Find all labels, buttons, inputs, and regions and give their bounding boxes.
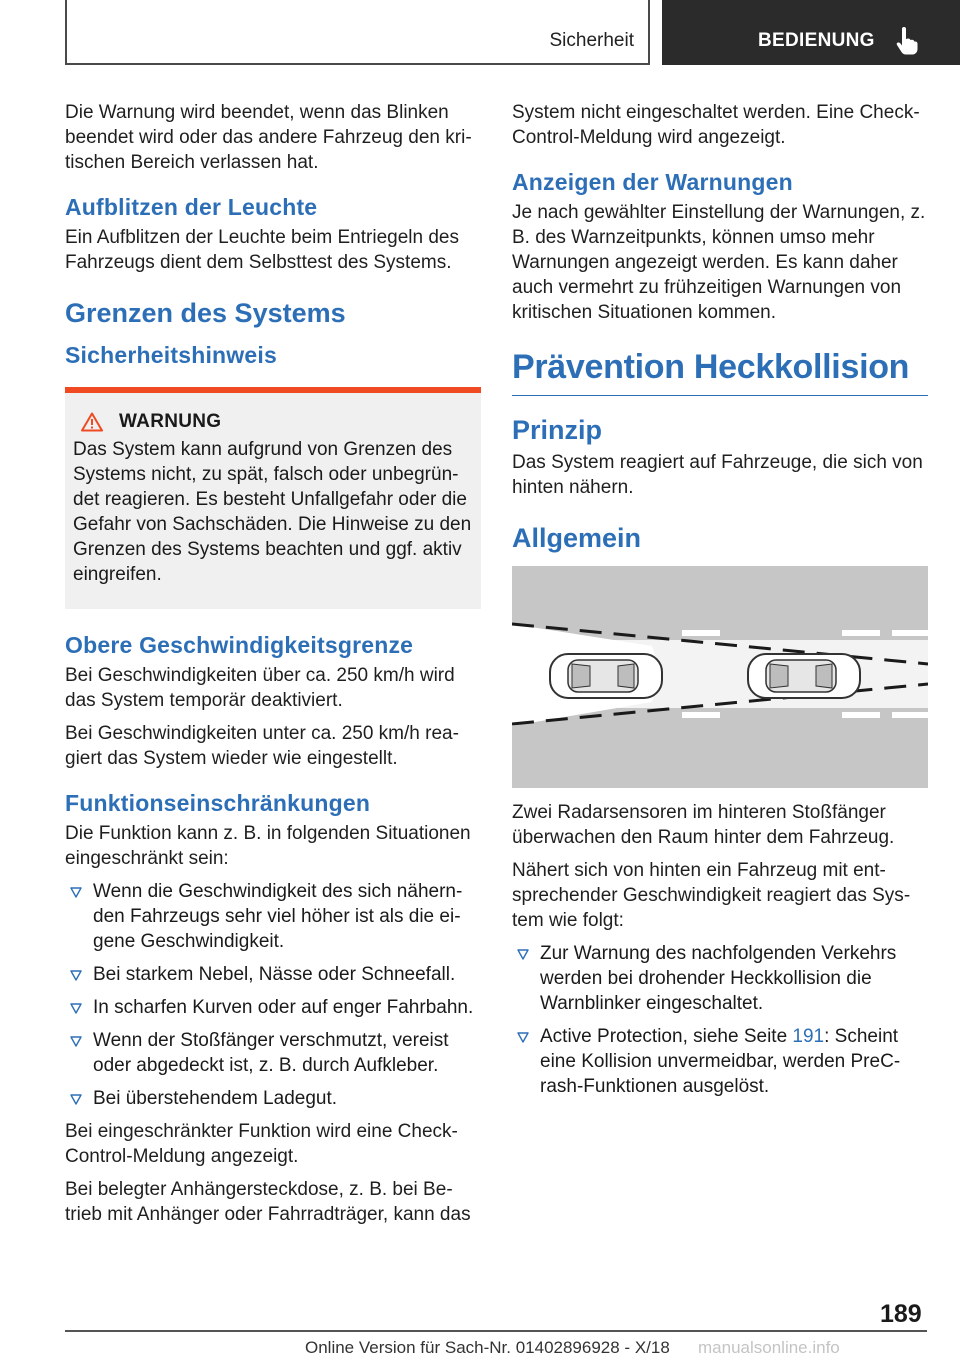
warning-box [65,387,481,609]
page-reference-link[interactable]: 191 [792,1026,825,1047]
check-control-paragraph: Bei eingeschränkter Funktion wird eine Check-Control-Meldung angezeigt. [65,1121,458,1167]
list-item-text-pre: Active Protection, siehe Seite [540,1026,793,1047]
obere-paragraph-1: Bei Geschwindigkeiten über ca. 250 km/h wird das System temporär deaktiviert. [65,665,455,711]
intro-paragraph: Die Warnung wird beendet, wenn das Blinken beendet wird oder das andere Fahrzeug den kritischen Bereich verlassen hat. [65,102,472,173]
list-item-text: Bei starkem Nebel, Nässe oder Schneefall. [93,964,456,985]
footer-divider [65,1330,927,1332]
list-item [65,1028,481,1078]
heading-funktionseinschraenkungen: Funktionseinschränkungen [65,790,371,816]
radar-illustration [512,566,928,788]
triangle-bullet-icon [70,887,82,898]
footer-watermark: manualsonline.info [698,1338,840,1357]
list-item [512,941,928,1016]
list-item [65,879,481,954]
obere-paragraph-2: Bei Geschwindigkeiten unter ca. 250 km/h reagiert das System wieder wie eingestellt. [65,723,459,769]
list-item-text-post: : Scheint eine Kollision unvermeidbar, werden PreCrash-Funktionen ausgelöst. [540,1026,901,1097]
list-item-text: Wenn die Geschwindigkeit des sich nähernden Fahrzeugs sehr viel höher ist als die eigene Geschwindigkeit. [93,881,463,952]
heading-grenzen: Grenzen des Systems [65,298,346,328]
funktion-paragraph: Die Funktion kann z. B. in folgenden Situationen eingeschränkt sein: [65,823,471,869]
anhaenger-paragraph: Bei belegter Anhängersteckdose, z. B. bei Betrieb mit Anhänger oder Fahrradträger, kann das [65,1179,471,1225]
left-column [65,100,481,1235]
list-item [65,962,481,987]
warning-header [73,411,473,433]
heading-obere-geschwindigkeitsgrenze: Obere Geschwindigkeitsgrenze [65,632,414,658]
list-item-text: Wenn der Stoßfänger verschmutzt, vereist oder abgedeckt ist, z. B. durch Aufkleber. [93,1030,449,1076]
list-item-text: In scharfen Kurven oder auf enger Fahrbahn. [93,997,474,1018]
continued-paragraph: System nicht eingeschaltet werden. Eine Check-Control-Meldung wird angezeigt. [512,102,920,148]
naehert-paragraph: Nähert sich von hinten ein Fahrzeug mit entsprechender Geschwindigkeit reagiert das System wie folgt: [512,860,911,931]
aufblitzen-paragraph: Ein Aufblitzen der Leuchte beim Entriegeln des Fahrzeugs dient dem Selbsttest des Systems. [65,227,459,273]
ego-car [748,654,860,698]
heading-prinzip: Prinzip [512,415,603,445]
header-section-box [65,0,650,65]
warning-title: WARNUNG [119,411,222,432]
heading-aufblitzen: Aufblitzen der Leuchte [65,194,318,220]
header-chapter-label: BEDIENUNG [758,30,875,51]
triangle-bullet-icon [517,949,529,960]
page-number: 189 [880,1300,922,1328]
list-item [65,1086,481,1111]
reaction-list [512,941,928,1099]
list-item-text: Bei überstehendem Ladegut. [93,1088,338,1109]
anzeigen-paragraph: Je nach gewählter Einstellung der Warnungen, z. B. des Warnzeitpunkts, können umso mehr Warnungen angezeigt werden. Es kann daher auch vermehrt zu frühzeitigen Warnungen von kritischen Situationen kommen. [512,202,926,323]
radar-paragraph: Zwei Radarsensoren im hinteren Stoßfänger überwachen den Raum hinter dem Fahrzeug. [512,802,895,848]
heading-praevention-heckkollision: Prävention Heckkollision [512,347,928,396]
list-item [512,1024,928,1099]
warning-triangle-icon [81,412,103,432]
triangle-bullet-icon [517,1032,529,1043]
triangle-bullet-icon [70,1094,82,1105]
limitations-list [65,879,481,1111]
radar-diagram [512,566,928,788]
list-item-text: Zur Warnung des nachfolgenden Verkehrs werden bei drohender Heckkollision die Warnblinker eingeschaltet. [540,943,897,1014]
triangle-bullet-icon [70,1036,82,1047]
heading-sicherheitshinweis: Sicherheitshinweis [65,342,277,368]
heading-anzeigen-der-warnungen: Anzeigen der Warnungen [512,169,793,195]
footer-online-version: Online Version für Sach-Nr. 01402896928 - X/18 [305,1338,670,1357]
prinzip-paragraph: Das System reagiert auf Fahrzeuge, die sich von hinten nähern. [512,452,923,498]
list-item [65,995,481,1020]
hand-pointer-icon [894,26,920,56]
header-chapter-tab [662,0,960,65]
triangle-bullet-icon [70,1003,82,1014]
right-column [512,100,928,1107]
triangle-bullet-icon [70,970,82,981]
header-section-title: Sicherheit [549,30,634,51]
following-car [550,654,662,698]
heading-allgemein: Allgemein [512,523,642,553]
warning-text: Das System kann aufgrund von Grenzen des Systems nicht, zu spät, falsch oder unbegründet reagieren. Es besteht Unfallgefahr oder die Gefahr von Sachschäden. Die Hinweise zu den Grenzen des Systems beachten und ggf. aktiv eingreifen. [73,439,472,585]
